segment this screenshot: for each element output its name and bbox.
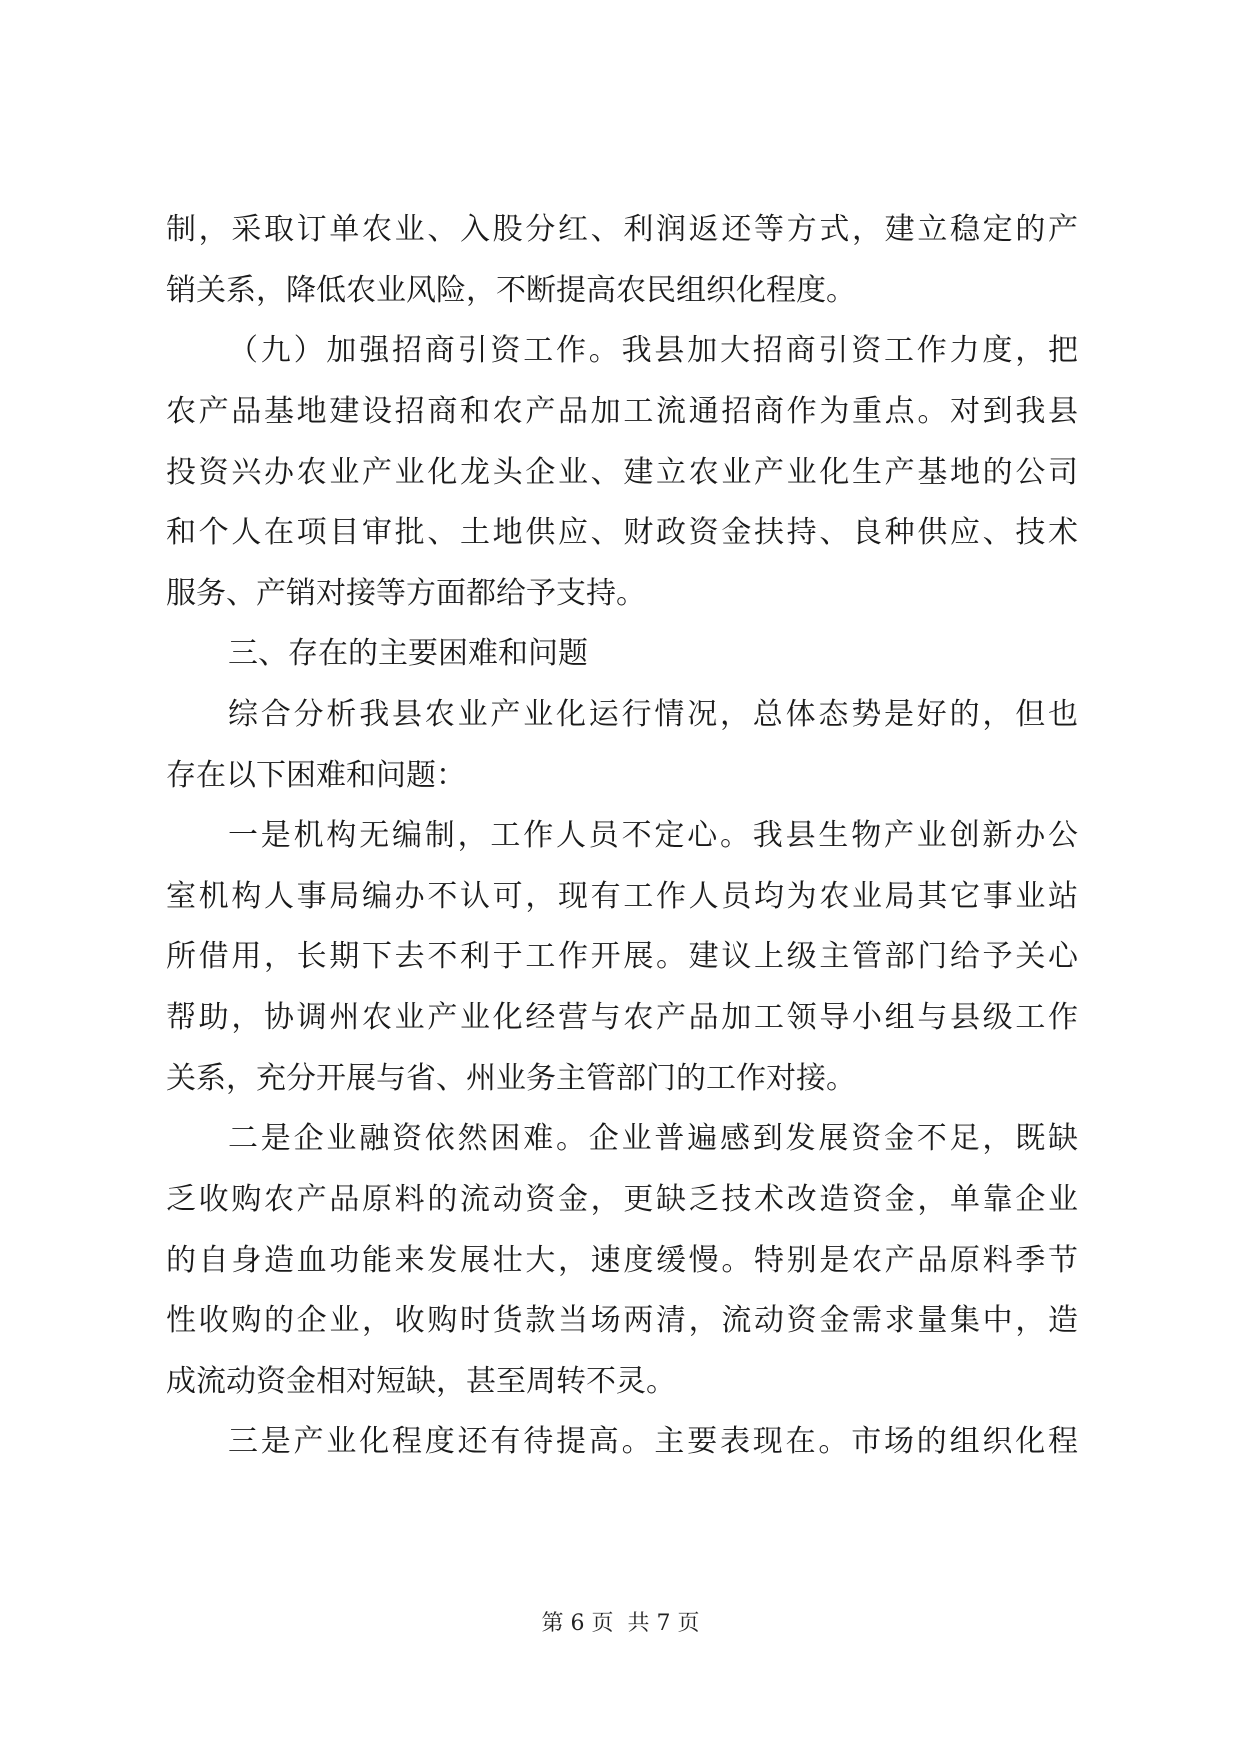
body-text-line: 性收购的企业，收购时货款当场两清，流动资金需求量集中，造 (166, 1303, 1078, 1338)
body-text-line: 制，采取订单农业、入股分红、利润返还等方式，建立稳定的产 (166, 212, 1078, 247)
body-text-line: 投资兴办农业产业化龙头企业、建立农业产业化生产基地的公司 (166, 455, 1078, 490)
body-text-line: 的自身造血功能来发展壮大，速度缓慢。特别是农产品原料季节 (166, 1243, 1078, 1278)
body-text-line: 所借用，长期下去不利于工作开展。建议上级主管部门给予关心 (166, 939, 1078, 974)
body-text-line: 三是产业化程度还有待提高。主要表现在。市场的组织化程 (228, 1424, 1078, 1459)
page-footer (0, 1609, 1241, 1639)
body-text-line: 乏收购农产品原料的流动资金，更缺乏技术改造资金，单靠企业 (166, 1182, 1078, 1217)
body-text-line: 存在以下困难和问题： (166, 758, 466, 793)
body-text-line: 帮助，协调州农业产业化经营与农产品加工领导小组与县级工作 (166, 1000, 1078, 1035)
body-text-line: 一是机构无编制，工作人员不定心。我县生物产业创新办公 (228, 818, 1078, 853)
body-text-line: 服务、产销对接等方面都给予支持。 (166, 576, 646, 611)
body-text-line: 农产品基地建设招商和农产品加工流通招商作为重点。对到我县 (166, 394, 1078, 429)
body-text-line: 销关系，降低农业风险，不断提高农民组织化程度。 (166, 273, 856, 308)
body-text-line: 综合分析我县农业产业化运行情况，总体态势是好的，但也 (228, 697, 1078, 732)
body-text-line: 室机构人事局编办不认可，现有工作人员均为农业局其它事业站 (166, 879, 1078, 914)
body-text-line: 成流动资金相对短缺，甚至周转不灵。 (166, 1364, 676, 1399)
body-text-line: 关系，充分开展与省、州业务主管部门的工作对接。 (166, 1061, 856, 1096)
page-number-label: 第 6 页 共 7 页 (541, 1611, 700, 1636)
body-text-line: 二是企业融资依然困难。企业普遍感到发展资金不足，既缺 (228, 1121, 1078, 1156)
body-text-line: （九）加强招商引资工作。我县加大招商引资工作力度，把 (228, 333, 1078, 368)
section-heading: 三、存在的主要困难和问题 (228, 636, 588, 671)
body-text-line: 和个人在项目审批、土地供应、财政资金扶持、良种供应、技术 (166, 515, 1078, 550)
